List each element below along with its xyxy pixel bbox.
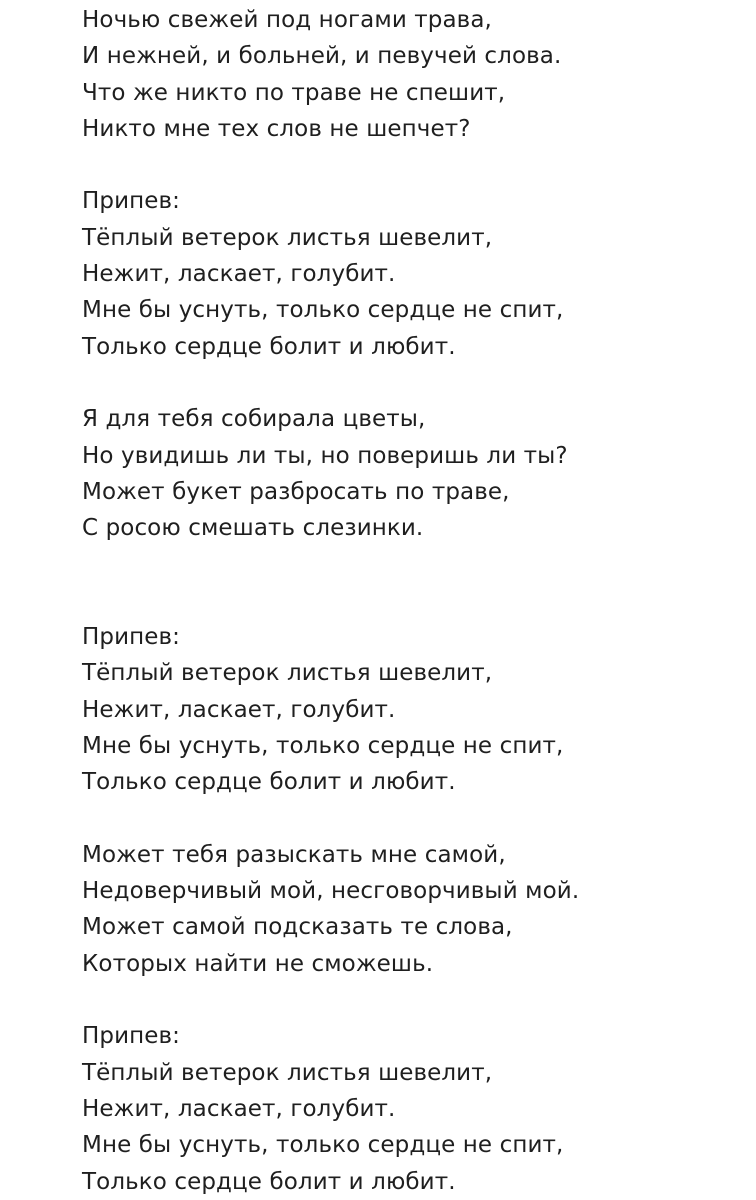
lyric-line: Тёплый ветерок листья шевелит, [82, 1059, 493, 1086]
lyric-line: Тёплый ветерок листья шевелит, [82, 660, 493, 687]
lyric-line: Мне бы уснуть, только сердце не спит, [82, 297, 564, 324]
lyric-line: Только сердце болит и любит. [82, 333, 456, 360]
lyric-line: Я для тебя собирала цветы, [82, 406, 426, 433]
stanza-spacer [82, 365, 742, 401]
lyric-line: Но увидишь ли ты, но поверишь ли ты? [82, 442, 568, 469]
lyric-line: Только сердце болит и любит. [82, 1168, 456, 1195]
lyric-line: С росою смешать слезинки. [82, 515, 424, 542]
lyric-line: Нежит, ласкает, голубит. [82, 696, 396, 723]
lyric-line: Может букет разбросать по траве, [82, 478, 510, 505]
lyric-line: Которых найти не сможешь. [82, 950, 434, 977]
chorus-heading: Припев: [82, 1023, 181, 1050]
lyric-line: Что же никто по траве не спешит, [82, 79, 506, 106]
lyric-line: Недоверчивый мой, несговорчивый мой. [82, 878, 580, 905]
lyric-line: Нежит, ласкает, голубит. [82, 1095, 396, 1122]
chorus-1 [82, 183, 742, 364]
lyric-line: Мне бы уснуть, только сердце не спит, [82, 1132, 564, 1159]
chorus-heading: Припев: [82, 188, 181, 215]
stanza-spacer [82, 546, 742, 619]
lyric-line: Тёплый ветерок листья шевелит, [82, 224, 493, 251]
lyric-line: Нежит, ласкает, голубит. [82, 261, 396, 288]
verse-1 [82, 2, 742, 147]
chorus-3 [82, 1018, 742, 1199]
chorus-heading: Припев: [82, 624, 181, 651]
verse-2 [82, 401, 742, 546]
lyrics-document [82, 2, 742, 1200]
stanza-spacer [82, 801, 742, 837]
lyric-line: Мне бы уснуть, только сердце не спит, [82, 732, 564, 759]
lyric-line: Только сердце болит и любит. [82, 769, 456, 796]
lyric-line: И нежней, и больней, и певучей слова. [82, 43, 562, 70]
stanza-spacer [82, 982, 742, 1018]
lyric-line: Никто мне тех слов не шепчет? [82, 115, 471, 142]
chorus-2 [82, 619, 742, 800]
lyric-line: Может самой подсказать те слова, [82, 914, 513, 941]
lyric-line: Может тебя разыскать мне самой, [82, 841, 506, 868]
stanza-spacer [82, 147, 742, 183]
verse-3 [82, 837, 742, 982]
lyric-line: Ночью свежей под ногами трава, [82, 7, 492, 33]
